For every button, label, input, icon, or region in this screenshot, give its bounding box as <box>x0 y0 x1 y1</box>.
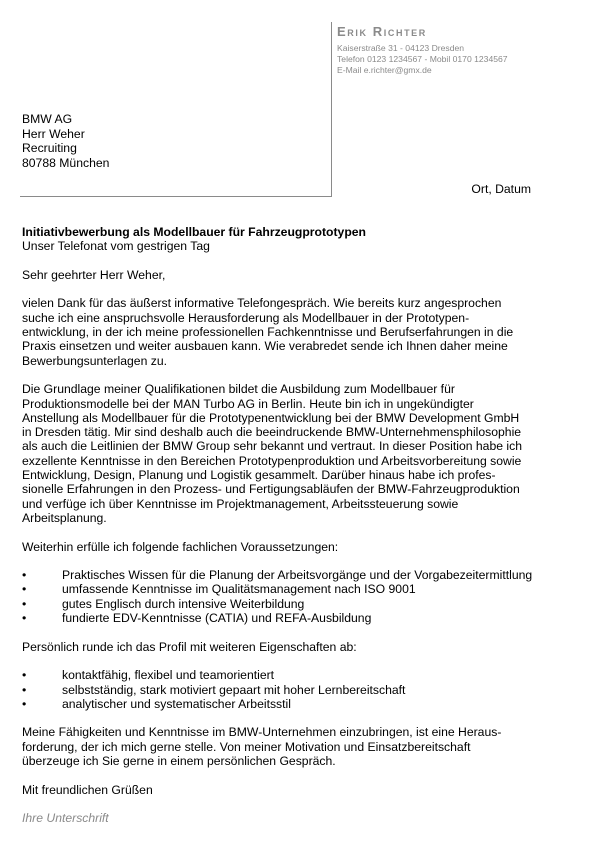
bullet-icon: • <box>22 582 27 597</box>
signature-placeholder: Ihre Unterschrift <box>22 811 109 826</box>
bullet-icon: • <box>22 682 27 697</box>
bullet-icon: • <box>22 668 27 683</box>
sender-email: E-Mail e.richter@gmx.de <box>337 65 432 75</box>
list-item-text: Praktisches Wissen für die Planung der Arbeitsvorgänge und der Vorgabezeitermittlung <box>62 568 533 583</box>
address-field-bottom-rule <box>20 196 332 197</box>
paragraph-line: suche ich eine anspruchsvolle Herausforderung als Modellbauer in der Prototypen- <box>22 310 470 325</box>
paragraph-line: Praxis einsetzen und weiter ausbauen kann. Wie verabredet sende ich Ihnen daher meine <box>22 339 508 354</box>
requirements-list <box>22 568 552 625</box>
reference-line: Unser Telefonat vom gestrigen Tag <box>22 239 210 254</box>
paragraph-line: Entwicklung, Design, Planung und Logistik gesammelt. Darüber hinaus habe ich profes- <box>22 468 496 483</box>
traits-list <box>22 668 552 711</box>
paragraph-line: in Dresden tätig. Mir sind deshalb auch die beeindruckende BMW-Unternehmensphilosophie <box>22 425 522 440</box>
traits-intro: Persönlich runde ich das Profil mit weiteren Eigenschaften ab: <box>22 639 357 654</box>
list-item <box>22 668 552 682</box>
place-date: Ort, Datum <box>471 182 531 196</box>
paragraph-line: und verfüge ich über Kenntnisse im Projektmanagement, Arbeitssteuerung sowie <box>22 496 459 511</box>
sender-address: Kaiserstraße 31 - 04123 Dresden <box>337 43 465 53</box>
paragraph-line: entwicklung, in der ich meine professionellen Fachkenntnisse und Berufserfahrungen in die <box>22 325 514 340</box>
recipient-company: BMW AG <box>22 112 73 126</box>
recipient-address <box>22 112 109 170</box>
closing-formula: Mit freundlichen Grüßen <box>22 782 153 797</box>
paragraph-qualifications <box>22 382 552 525</box>
requirements-intro: Weiterhin erfülle ich folgende fachlichen Voraussetzungen: <box>22 539 339 554</box>
list-item <box>22 697 552 711</box>
list-item <box>22 683 552 697</box>
recipient-city: 80788 München <box>22 155 110 170</box>
bullet-icon: • <box>22 696 27 711</box>
subject-line: Initiativbewerbung als Modellbauer für Fahrzeugprototypen <box>22 225 366 239</box>
sender-block <box>337 24 592 76</box>
salutation: Sehr geehrter Herr Weher, <box>22 267 166 282</box>
list-item-text: analytischer und systematischer Arbeitsstil <box>62 696 291 711</box>
list-item <box>22 597 552 611</box>
paragraph-closing <box>22 725 552 768</box>
list-item-text: gutes Englisch durch intensive Weiterbildung <box>62 596 305 611</box>
header-vertical-rule <box>331 22 332 197</box>
recipient-person: Herr Weher <box>22 126 85 141</box>
paragraph-line: Bewerbungsunterlagen zu. <box>22 353 167 368</box>
list-item-text: kontaktfähig, flexibel und teamorientiert <box>62 668 275 683</box>
paragraph-line: Produktionsmodelle bei der MAN Turbo AG in Berlin. Heute bin ich in ungekündigter <box>22 396 474 411</box>
paragraph-line: vielen Dank für das äußerst informative Telefongespräch. Wie bereits kurz angesprochen <box>22 296 502 311</box>
bullet-icon: • <box>22 596 27 611</box>
sender-name: Erik Richter <box>337 24 427 39</box>
sender-phone: Telefon 0123 1234567 - Mobil 0170 1234567 <box>337 54 508 64</box>
list-item-text: umfassende Kenntnisse im Qualitätsmanagement nach ISO 9001 <box>62 582 416 597</box>
paragraph-line: Meine Fähigkeiten und Kenntnisse im BMW-Unternehmen einzubringen, ist eine Heraus- <box>22 725 502 740</box>
bullet-icon: • <box>22 611 27 626</box>
list-item <box>22 568 552 582</box>
paragraph-line: überzeuge ich Sie gerne in einem persönlichen Gespräch. <box>22 753 336 768</box>
paragraph-line: exzellente Kenntnisse in den Bereichen Prototypenproduktion und Arbeitsvorbereitung sowie <box>22 453 522 468</box>
list-item-text: fundierte EDV-Kenntnisse (CATIA) und REFA-Ausbildung <box>62 611 372 626</box>
paragraph-line: sionelle Erfahrungen in den Prozess- und Fertigungsabläufen der BMW-Fahrzeugproduktion <box>22 482 520 497</box>
bullet-icon: • <box>22 568 27 583</box>
list-item-text: selbstständig, stark motiviert gepaart mit hoher Lernbereitschaft <box>62 682 406 697</box>
list-item <box>22 582 552 596</box>
paragraph-line: forderung, der ich mich gerne stelle. Von meiner Motivation und Einsatzbereitschaft <box>22 739 471 754</box>
list-item <box>22 611 552 625</box>
paragraph-line: als auch die Leitlinien der BMW Group sehr bekannt und vertraut. In dieser Position habe ich <box>22 439 522 454</box>
recipient-department: Recruiting <box>22 141 77 155</box>
paragraph-intro <box>22 296 552 367</box>
paragraph-line: Die Grundlage meiner Qualifikationen bildet die Ausbildung zum Modellbauer für <box>22 382 455 397</box>
letter-body <box>22 225 552 825</box>
paragraph-line: Anstellung als Modellbauer für die Prototypenentwicklung bei der BMW Development GmbH <box>22 410 520 425</box>
paragraph-line: Arbeitsplanung. <box>22 510 107 525</box>
